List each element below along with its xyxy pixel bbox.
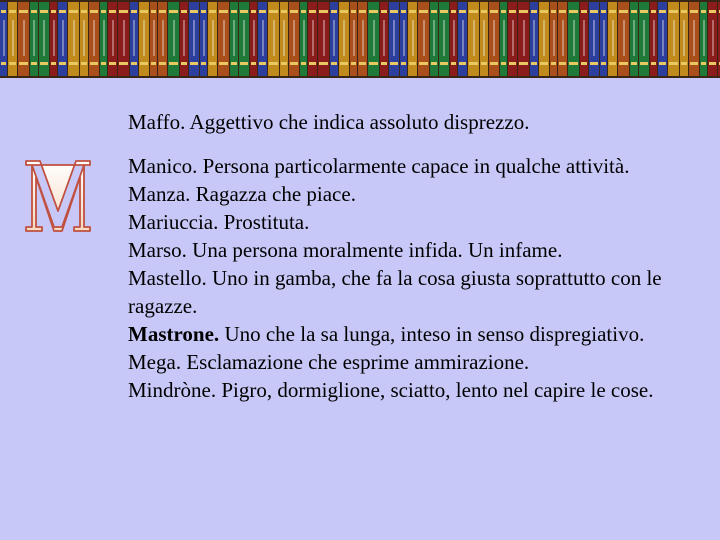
book-spine-band <box>1 10 6 13</box>
book-spine-band <box>519 62 528 65</box>
book-spine-band <box>19 10 28 13</box>
book-spine-title <box>393 20 395 56</box>
book-spine-band <box>419 10 428 13</box>
book-spine-band <box>369 62 378 65</box>
book-spine-band <box>1 62 6 65</box>
book-spine-band <box>181 62 187 65</box>
book-spine-band <box>240 62 248 65</box>
book-spine-title <box>473 20 475 56</box>
book-spine-band <box>90 10 98 13</box>
book-spine-band <box>109 62 116 65</box>
book-spine-band <box>501 10 506 13</box>
book-spine-band <box>159 10 166 13</box>
book-spine-title <box>703 20 705 56</box>
book-spine-band <box>201 62 206 65</box>
book-spine-band <box>209 10 216 13</box>
decorative-initial-letter <box>22 145 94 235</box>
book-spine-band <box>51 10 56 13</box>
book-spine-band <box>501 62 506 65</box>
book-spine-title <box>562 20 564 56</box>
book-spine-band <box>581 10 587 13</box>
book-spine-band <box>359 62 366 65</box>
book-spine-band <box>390 62 398 65</box>
book-spine-band <box>19 62 28 65</box>
book-spine-band <box>181 10 187 13</box>
book-spine-band <box>269 62 278 65</box>
book-spine-band <box>551 10 556 13</box>
entry-term: Maffo <box>128 110 181 134</box>
book-spine-band <box>681 10 687 13</box>
entry-term: Manico <box>128 154 193 178</box>
glossary-entry <box>128 208 688 236</box>
book-spine-band <box>281 62 287 65</box>
book-spine-title <box>93 20 95 56</box>
book-spine-title <box>162 20 164 56</box>
book-spine-title <box>53 20 55 56</box>
book-spine-title <box>673 20 675 56</box>
book-spine-band <box>469 10 478 13</box>
book-spine-band <box>31 62 37 65</box>
book-spine-title <box>43 20 45 56</box>
book-spine-title <box>343 20 345 56</box>
book-spine-band <box>9 62 16 65</box>
entry-definition: . Una persona moralmente infida. Un infame. <box>181 238 563 262</box>
book-spine-title <box>603 20 605 56</box>
glossary-entry <box>128 348 688 376</box>
entry-definition: . Pigro, dormiglione, sciatto, lento nel capire le cose. <box>210 378 654 402</box>
book-spine-title <box>353 20 355 56</box>
book-spine-title <box>373 20 375 56</box>
book-spine-band <box>490 62 498 65</box>
book-spine-title <box>462 20 464 56</box>
book-spine-title <box>633 20 635 56</box>
book-spine-band <box>369 10 378 13</box>
book-spine-title <box>423 20 425 56</box>
book-spine-title <box>143 20 145 56</box>
book-spine-band <box>309 10 316 13</box>
book-spine-band <box>319 62 328 65</box>
book-spine-band <box>251 10 256 13</box>
book-spine-band <box>619 10 628 13</box>
book-spine-band <box>131 10 137 13</box>
glossary-entry <box>128 320 688 348</box>
book-spine-band <box>301 62 306 65</box>
book-spine-band <box>69 62 78 65</box>
book-spine-band <box>140 62 148 65</box>
book-spine-band <box>481 62 487 65</box>
book-spine-band <box>140 10 148 13</box>
book-spine-band <box>609 10 616 13</box>
book-spine-band <box>419 62 428 65</box>
book-spine-band <box>101 62 106 65</box>
book-spine-title <box>683 20 685 56</box>
book-spine-band <box>109 10 116 13</box>
book-spine-title <box>533 20 535 56</box>
book-spine-title <box>583 20 585 56</box>
book-spine-band <box>69 10 78 13</box>
book-spine-band <box>59 10 66 13</box>
entry-term: Mega <box>128 350 176 374</box>
book-spine-band <box>701 10 706 13</box>
entry-term: Mastrone. <box>128 322 220 346</box>
book-spine-band <box>169 10 178 13</box>
book-spine-band <box>440 62 448 65</box>
book-spine-band <box>219 10 228 13</box>
book-spine-band <box>690 10 698 13</box>
book-spine-band <box>459 10 466 13</box>
book-spine-band <box>131 62 137 65</box>
book-spine-band <box>401 62 406 65</box>
book-spine-band <box>640 10 648 13</box>
book-spine-title <box>443 20 445 56</box>
book-spine-band <box>509 62 516 65</box>
book-spine-title <box>212 20 214 56</box>
glossary-entry <box>128 108 688 136</box>
book-spine-band <box>701 62 706 65</box>
book-spine-title <box>612 20 614 56</box>
book-spine-band <box>190 62 198 65</box>
book-spine-band <box>119 62 128 65</box>
book-spine-band <box>519 10 528 13</box>
book-spine-band <box>101 10 106 13</box>
book-spine-band <box>240 10 248 13</box>
entry-definition: . Aggettivo che indica assoluto disprezzo. <box>180 110 530 134</box>
book-spine-band <box>169 62 178 65</box>
book-spine-band <box>590 10 598 13</box>
book-spine-title <box>12 20 14 56</box>
book-spine-band <box>259 62 266 65</box>
book-spine-title <box>433 20 435 56</box>
book-spine-band <box>340 10 348 13</box>
book-spine-band <box>669 10 678 13</box>
book-spine-band <box>469 62 478 65</box>
book-spine-band <box>190 10 198 13</box>
book-spine-title <box>362 20 364 56</box>
book-spine-band <box>81 62 87 65</box>
book-spine-band <box>651 10 656 13</box>
book-spine-band <box>659 10 666 13</box>
book-spine-title <box>112 20 114 56</box>
book-spine-title <box>662 20 664 56</box>
book-spine-band <box>359 10 366 13</box>
letter-m-graphic <box>22 145 94 235</box>
book-spine-band <box>459 62 466 65</box>
entry-definition: . Ragazza che piace. <box>185 182 356 206</box>
entry-term: Marso <box>128 238 182 262</box>
book-spine-band <box>619 62 628 65</box>
book-spine-band <box>451 10 456 13</box>
book-spine-band <box>309 62 316 65</box>
book-spine-title <box>593 20 595 56</box>
book-spine-band <box>581 62 587 65</box>
book-spine-title <box>62 20 64 56</box>
book-spine-band <box>231 10 237 13</box>
book-spine-title <box>493 20 495 56</box>
book-spine-title <box>173 20 175 56</box>
book-spine-band <box>251 62 256 65</box>
book-spine-band <box>81 10 87 13</box>
entry-term: Mindròne <box>128 378 211 402</box>
book-spine-title <box>103 20 105 56</box>
glossary-entry <box>128 152 688 180</box>
book-spine-band <box>559 10 566 13</box>
book-spine-title <box>193 20 195 56</box>
book-spine-title <box>512 20 514 56</box>
book-spine-title <box>323 20 325 56</box>
book-spine-band <box>451 62 456 65</box>
book-spine-title <box>73 20 75 56</box>
book-spine-band <box>431 62 437 65</box>
entry-term: Manza <box>128 182 186 206</box>
book-spine-band <box>651 62 656 65</box>
book-spine-title <box>333 20 335 56</box>
book-spine-band <box>31 10 37 13</box>
book-spine-band <box>559 62 566 65</box>
book-spine-title <box>243 20 245 56</box>
book-spine-title <box>553 20 555 56</box>
book-spine-band <box>219 62 228 65</box>
book-spine-band <box>331 10 337 13</box>
book-spine-title <box>203 20 205 56</box>
entry-definition: Uno che la sa lunga, inteso in senso dispregiativo. <box>219 322 645 346</box>
book-spine-band <box>609 62 616 65</box>
book-spine-title <box>573 20 575 56</box>
book-spine-band <box>281 10 287 13</box>
book-spine-band <box>390 10 398 13</box>
book-spine-band <box>231 62 237 65</box>
book-spine-band <box>669 62 678 65</box>
book-spine-title <box>253 20 255 56</box>
book-spine-band <box>259 10 266 13</box>
book-spine-title <box>712 20 714 56</box>
book-spine-title <box>623 20 625 56</box>
book-spine-title <box>483 20 485 56</box>
book-spine-band <box>401 10 406 13</box>
book-spine-title <box>283 20 285 56</box>
book-spine-band <box>531 10 537 13</box>
book-spine-band <box>569 10 578 13</box>
book-spine-band <box>590 62 598 65</box>
book-spine-title <box>412 20 414 56</box>
book-spine-band <box>431 10 437 13</box>
book-spine-band <box>681 62 687 65</box>
book-spine-title <box>303 20 305 56</box>
book-spine-title <box>403 20 405 56</box>
book-spine-band <box>151 62 156 65</box>
book-spine-band <box>601 62 606 65</box>
book-spine-band <box>381 10 387 13</box>
book-spine-title <box>503 20 505 56</box>
book-spine-band <box>40 62 48 65</box>
book-spine-band <box>340 62 348 65</box>
book-spine-band <box>209 62 216 65</box>
glossary-entry <box>128 264 688 320</box>
book-spine-band <box>40 10 48 13</box>
book-spine-band <box>269 10 278 13</box>
glossary-entry <box>128 180 688 208</box>
book-spine-band <box>351 62 356 65</box>
book-spine-title <box>643 20 645 56</box>
book-spine-title <box>3 20 5 56</box>
book-spine-band <box>319 10 328 13</box>
book-spine-band <box>381 62 387 65</box>
book-spine-band <box>631 10 637 13</box>
book-spine-title <box>183 20 185 56</box>
book-spine-title <box>312 20 314 56</box>
glossary-entry <box>128 236 688 264</box>
book-spine-band <box>540 10 548 13</box>
bookshelf-graphic <box>0 0 720 78</box>
book-spine-band <box>601 10 606 13</box>
book-spine-title <box>543 20 545 56</box>
book-spine-title <box>23 20 25 56</box>
book-spine-band <box>440 10 448 13</box>
book-spine-band <box>119 10 128 13</box>
book-spine-title <box>653 20 655 56</box>
entry-term: Mastello <box>128 266 202 290</box>
book-spine-title <box>153 20 155 56</box>
book-spine-band <box>290 10 298 13</box>
entry-definition: . Esclamazione che esprime ammirazione. <box>175 350 530 374</box>
book-spine-band <box>631 62 637 65</box>
book-spine-band <box>690 62 698 65</box>
book-spine-band <box>531 62 537 65</box>
book-spine-title <box>523 20 525 56</box>
entry-definition: . Uno in gamba, che fa la cosa giusta soprattutto con le ragazze. <box>128 266 662 318</box>
book-spine-band <box>90 62 98 65</box>
book-spine-title <box>293 20 295 56</box>
book-spine-band <box>159 62 166 65</box>
book-spine-band <box>331 62 337 65</box>
book-spine-title <box>383 20 385 56</box>
glossary-content <box>128 108 688 404</box>
book-spine-band <box>709 62 716 65</box>
book-spine-title <box>262 20 264 56</box>
book-spine-title <box>273 20 275 56</box>
book-spine-band <box>290 62 298 65</box>
book-spine-title <box>83 20 85 56</box>
book-spine-band <box>409 10 416 13</box>
book-spine-band <box>490 10 498 13</box>
book-spine-band <box>59 62 66 65</box>
book-spine-band <box>201 10 206 13</box>
book-spine-band <box>151 10 156 13</box>
book-spine-band <box>709 10 716 13</box>
book-spine-title <box>33 20 35 56</box>
book-spine-band <box>301 10 306 13</box>
book-spine-band <box>659 62 666 65</box>
book-spine-title <box>133 20 135 56</box>
book-spine-title <box>693 20 695 56</box>
entry-definition: . Prostituta. <box>213 210 310 234</box>
book-spine-band <box>569 62 578 65</box>
glossary-entry <box>128 376 688 404</box>
book-spine-band <box>481 10 487 13</box>
book-spine-band <box>351 10 356 13</box>
book-spine-band <box>9 10 16 13</box>
book-spine-band <box>509 10 516 13</box>
book-spine-title <box>123 20 125 56</box>
book-spine-title <box>453 20 455 56</box>
book-spine-title <box>233 20 235 56</box>
bookshelf-banner <box>0 0 720 78</box>
book-spine-band <box>51 62 56 65</box>
book-spine-title <box>223 20 225 56</box>
book-spine-band <box>409 62 416 65</box>
book-spine-band <box>551 62 556 65</box>
entry-term: Mariuccia <box>128 210 214 234</box>
entry-definition: . Persona particolarmente capace in qualche attività. <box>192 154 630 178</box>
book-spine-band <box>540 62 548 65</box>
book-spine-band <box>640 62 648 65</box>
